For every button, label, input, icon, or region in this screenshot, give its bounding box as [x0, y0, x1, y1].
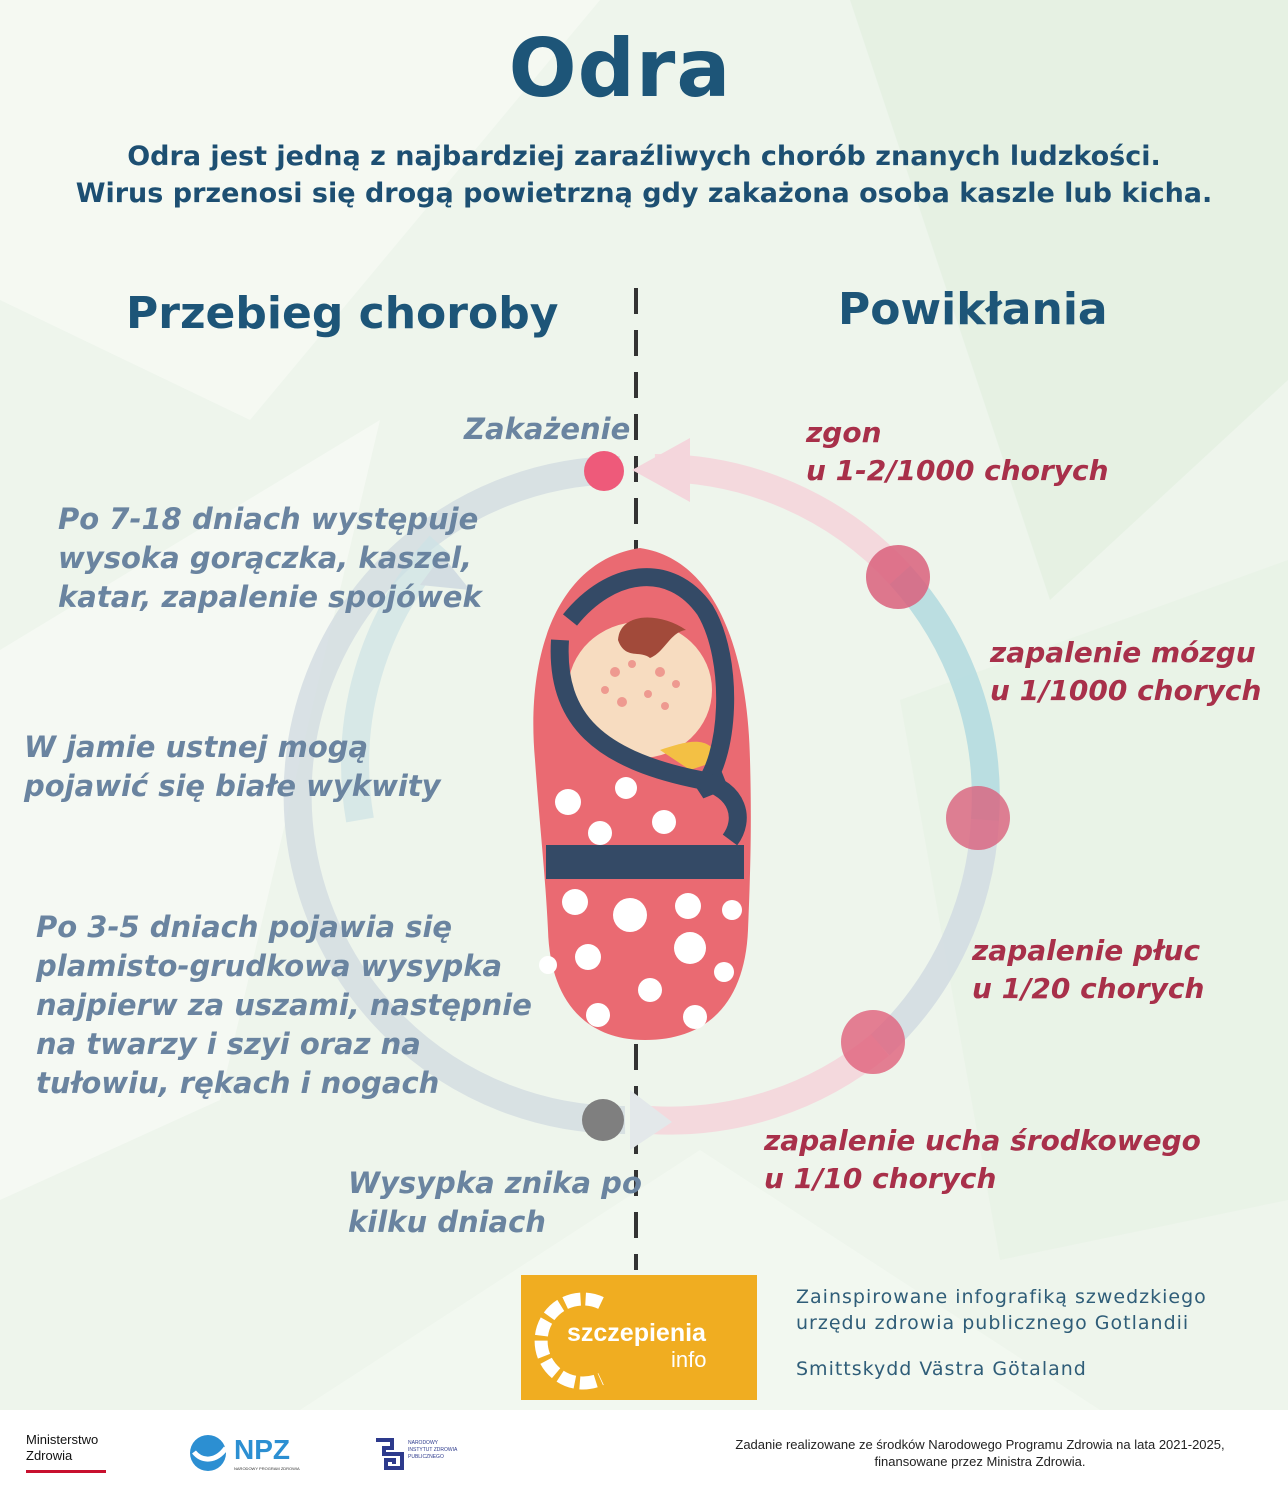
intro-line-1: Odra jest jedną z najbardziej zaraźliwych chorób znanych ludzkości. [127, 141, 1161, 172]
arrow-head-top [632, 438, 690, 502]
stage-infection: Zakażenie [464, 412, 631, 446]
stage-end-line: kilku dniach [348, 1205, 546, 1239]
nizp-logo [372, 1434, 462, 1474]
complication-rate: u 1/1000 chorych [990, 674, 1262, 707]
complication-rate: u 1/10 chorych [764, 1162, 997, 1195]
ministry-logo [26, 1432, 98, 1464]
stage-fever-line: wysoka gorączka, kaszel, [58, 541, 473, 575]
complication-name: zapalenie ucha środkowego [764, 1124, 1201, 1157]
npz-logo [186, 1432, 306, 1476]
stage-fever-line: katar, zapalenie spojówek [58, 580, 482, 614]
complication-name: zapalenie mózgu [990, 636, 1256, 669]
npz-drop-icon [186, 1432, 232, 1474]
baby-illustration [533, 548, 750, 1040]
ministry-line: Zdrowia [26, 1448, 73, 1463]
complication-encephalitis [990, 634, 1261, 710]
complication-death [806, 414, 1109, 490]
stage-mouth-line: pojawić się białe wykwity [24, 769, 441, 803]
credit-line: Smittskydd Västra Götaland [796, 1358, 1087, 1380]
page-title: Odra [508, 22, 732, 115]
dot-death [866, 545, 930, 609]
credit-line: urzędu zdrowia publicznego Gotlandii [796, 1312, 1190, 1334]
stage-rash [36, 908, 532, 1103]
funding-line: finansowane przez Ministra Zdrowia. [874, 1454, 1086, 1469]
stage-rash-line: tułowiu, rękach i nogach [36, 1066, 440, 1100]
stage-rash-line: najpierw za uszami, następnie [36, 988, 532, 1022]
arrow-head-bottom [630, 1090, 672, 1150]
funding-note [700, 1436, 1260, 1470]
npz-label: NPZ [234, 1434, 290, 1465]
intro-text [0, 138, 1288, 212]
nizp-label: NARODOWY INSTYTUT ZDROWIA PUBLICZNEGO [408, 1440, 458, 1460]
stage-fever [58, 500, 482, 617]
stage-mouth-spots [24, 728, 441, 806]
stage-mouth-line: W jamie ustnej mogą [24, 730, 369, 764]
complication-pneumonia [972, 932, 1204, 1008]
left-heading: Przebieg choroby [126, 288, 559, 339]
right-heading: Powikłania [838, 284, 1108, 335]
intro-line-2: Wirus przenosi się drogą powietrzną gdy zakażona osoba kaszle lub kicha. [75, 178, 1213, 209]
complication-name: zgon [806, 416, 882, 449]
stage-fever-line: Po 7-18 dniach występuje [58, 502, 479, 536]
stage-rash-line: na twarzy i szyi oraz na [36, 1027, 421, 1061]
nizp-emblem-icon [372, 1434, 406, 1472]
dot-pneumonia [841, 1010, 905, 1074]
logo-word-2: info [671, 1347, 707, 1372]
stage-end-line: Wysypka znika po [348, 1166, 642, 1200]
logo-word-1: szczepienia [567, 1319, 706, 1347]
npz-sub: NARODOWY PROGRAM ZDROWIA [234, 1466, 300, 1471]
szczepienia-info-logo [521, 1275, 757, 1400]
ministry-underline [26, 1470, 106, 1473]
complication-rate: u 1/20 chorych [972, 972, 1205, 1005]
credits [796, 1284, 1207, 1382]
stage-rash-line: plamisto-grudkowa wysypka [36, 949, 503, 983]
stage-rash-line: Po 3-5 dniach pojawia się [36, 910, 453, 944]
credit-line: Zainspirowane infografiką szwedzkiego [796, 1286, 1207, 1308]
complication-rate: u 1-2/1000 chorych [806, 454, 1109, 487]
complication-name: zapalenie płuc [972, 934, 1201, 967]
dot-infection [584, 451, 624, 491]
complication-otitis [764, 1122, 1201, 1198]
dot-encephalitis [946, 786, 1010, 850]
ministry-line: Ministerstwo [26, 1432, 99, 1447]
stage-rash-disappears [348, 1164, 642, 1242]
funding-line: Zadanie realizowane ze środków Narodowego Programu Zdrowia na lata 2021-2025, [735, 1437, 1225, 1452]
dot-rash-end [582, 1099, 624, 1141]
